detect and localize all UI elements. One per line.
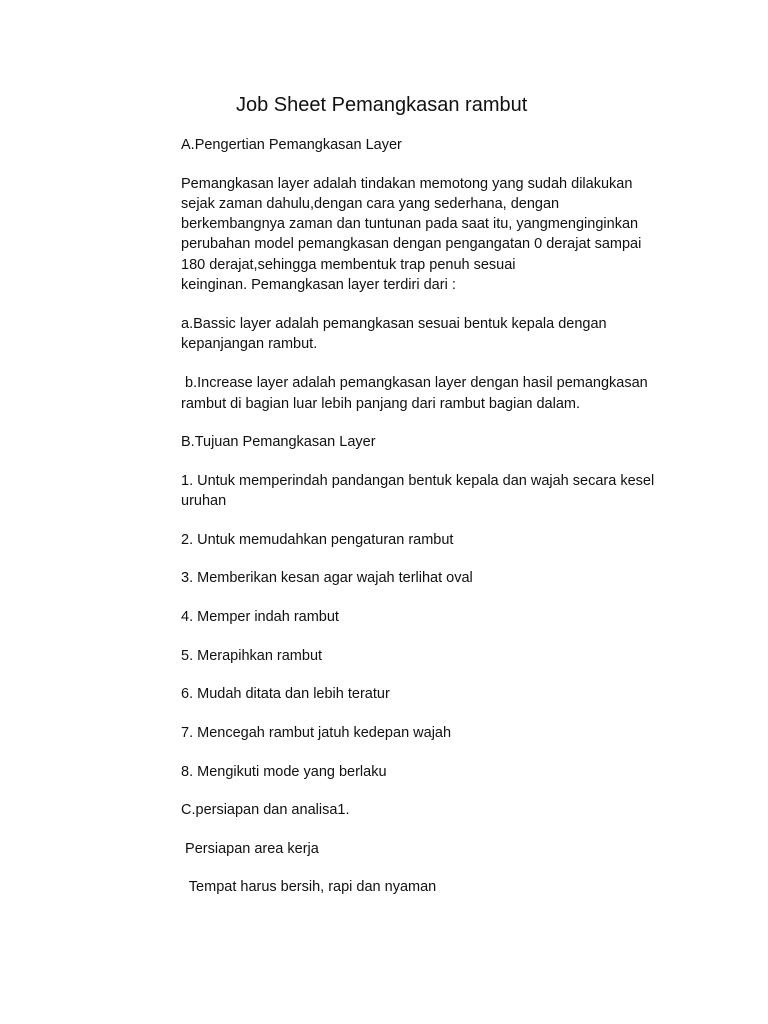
section-c-heading: C.persiapan dan analisa1. — [181, 802, 350, 818]
goal-item-5: 5. Merapihkan rambut — [181, 648, 323, 664]
goal-1-line-1: 1. Untuk memperindah pandangan bentuk kepala dan wajah secara kesel — [181, 473, 655, 489]
goal-1-line-2: uruhan — [181, 493, 227, 509]
section-b-heading: B.Tujuan Pemangkasan Layer — [181, 434, 376, 450]
section-a-heading: A.Pengertian Pemangkasan Layer — [181, 137, 402, 153]
goal-item-6: 6. Mudah ditata dan lebih teratur — [181, 686, 390, 702]
intro-line-2: sejak zaman dahulu,dengan cara yang sederhana, dengan — [181, 196, 560, 212]
intro-line-3: berkembangnya zaman dan tuntunan pada saat itu, yangmenginginkan — [181, 216, 639, 232]
goal-item-2: 2. Untuk memudahkan pengaturan rambut — [181, 532, 454, 548]
increase-layer-line-2: rambut di bagian luar lebih panjang dari rambut bagian dalam. — [181, 396, 581, 412]
goal-item-3: 3. Memberikan kesan agar wajah terlihat oval — [181, 570, 473, 586]
basic-layer-line-1: a.Bassic layer adalah pemangkasan sesuai bentuk kepala dengan — [181, 316, 607, 332]
intro-line-6: keinginan. Pemangkasan layer terdiri dari : — [181, 277, 456, 293]
prep-area-line: Persiapan area kerja — [181, 841, 319, 857]
goal-item-7: 7. Mencegah rambut jatuh kedepan wajah — [181, 725, 452, 741]
intro-line-5: 180 derajat,sehingga membentuk trap penuh sesuai — [181, 257, 516, 273]
document-title: Job Sheet Pemangkasan rambut — [236, 94, 528, 116]
goal-item-4: 4. Memper indah rambut — [181, 609, 339, 625]
prep-note-line: Tempat harus bersih, rapi dan nyaman — [181, 879, 437, 895]
goal-item-8: 8. Mengikuti mode yang berlaku — [181, 764, 387, 780]
increase-layer-line-1: b.Increase layer adalah pemangkasan layer dengan hasil pemangkasan — [181, 375, 648, 391]
basic-layer-line-2: kepanjangan rambut. — [181, 336, 318, 352]
intro-line-1: Pemangkasan layer adalah tindakan memotong yang sudah dilakukan — [181, 176, 633, 192]
intro-line-4: perubahan model pemangkasan dengan pengangatan 0 derajat sampai — [181, 236, 642, 252]
